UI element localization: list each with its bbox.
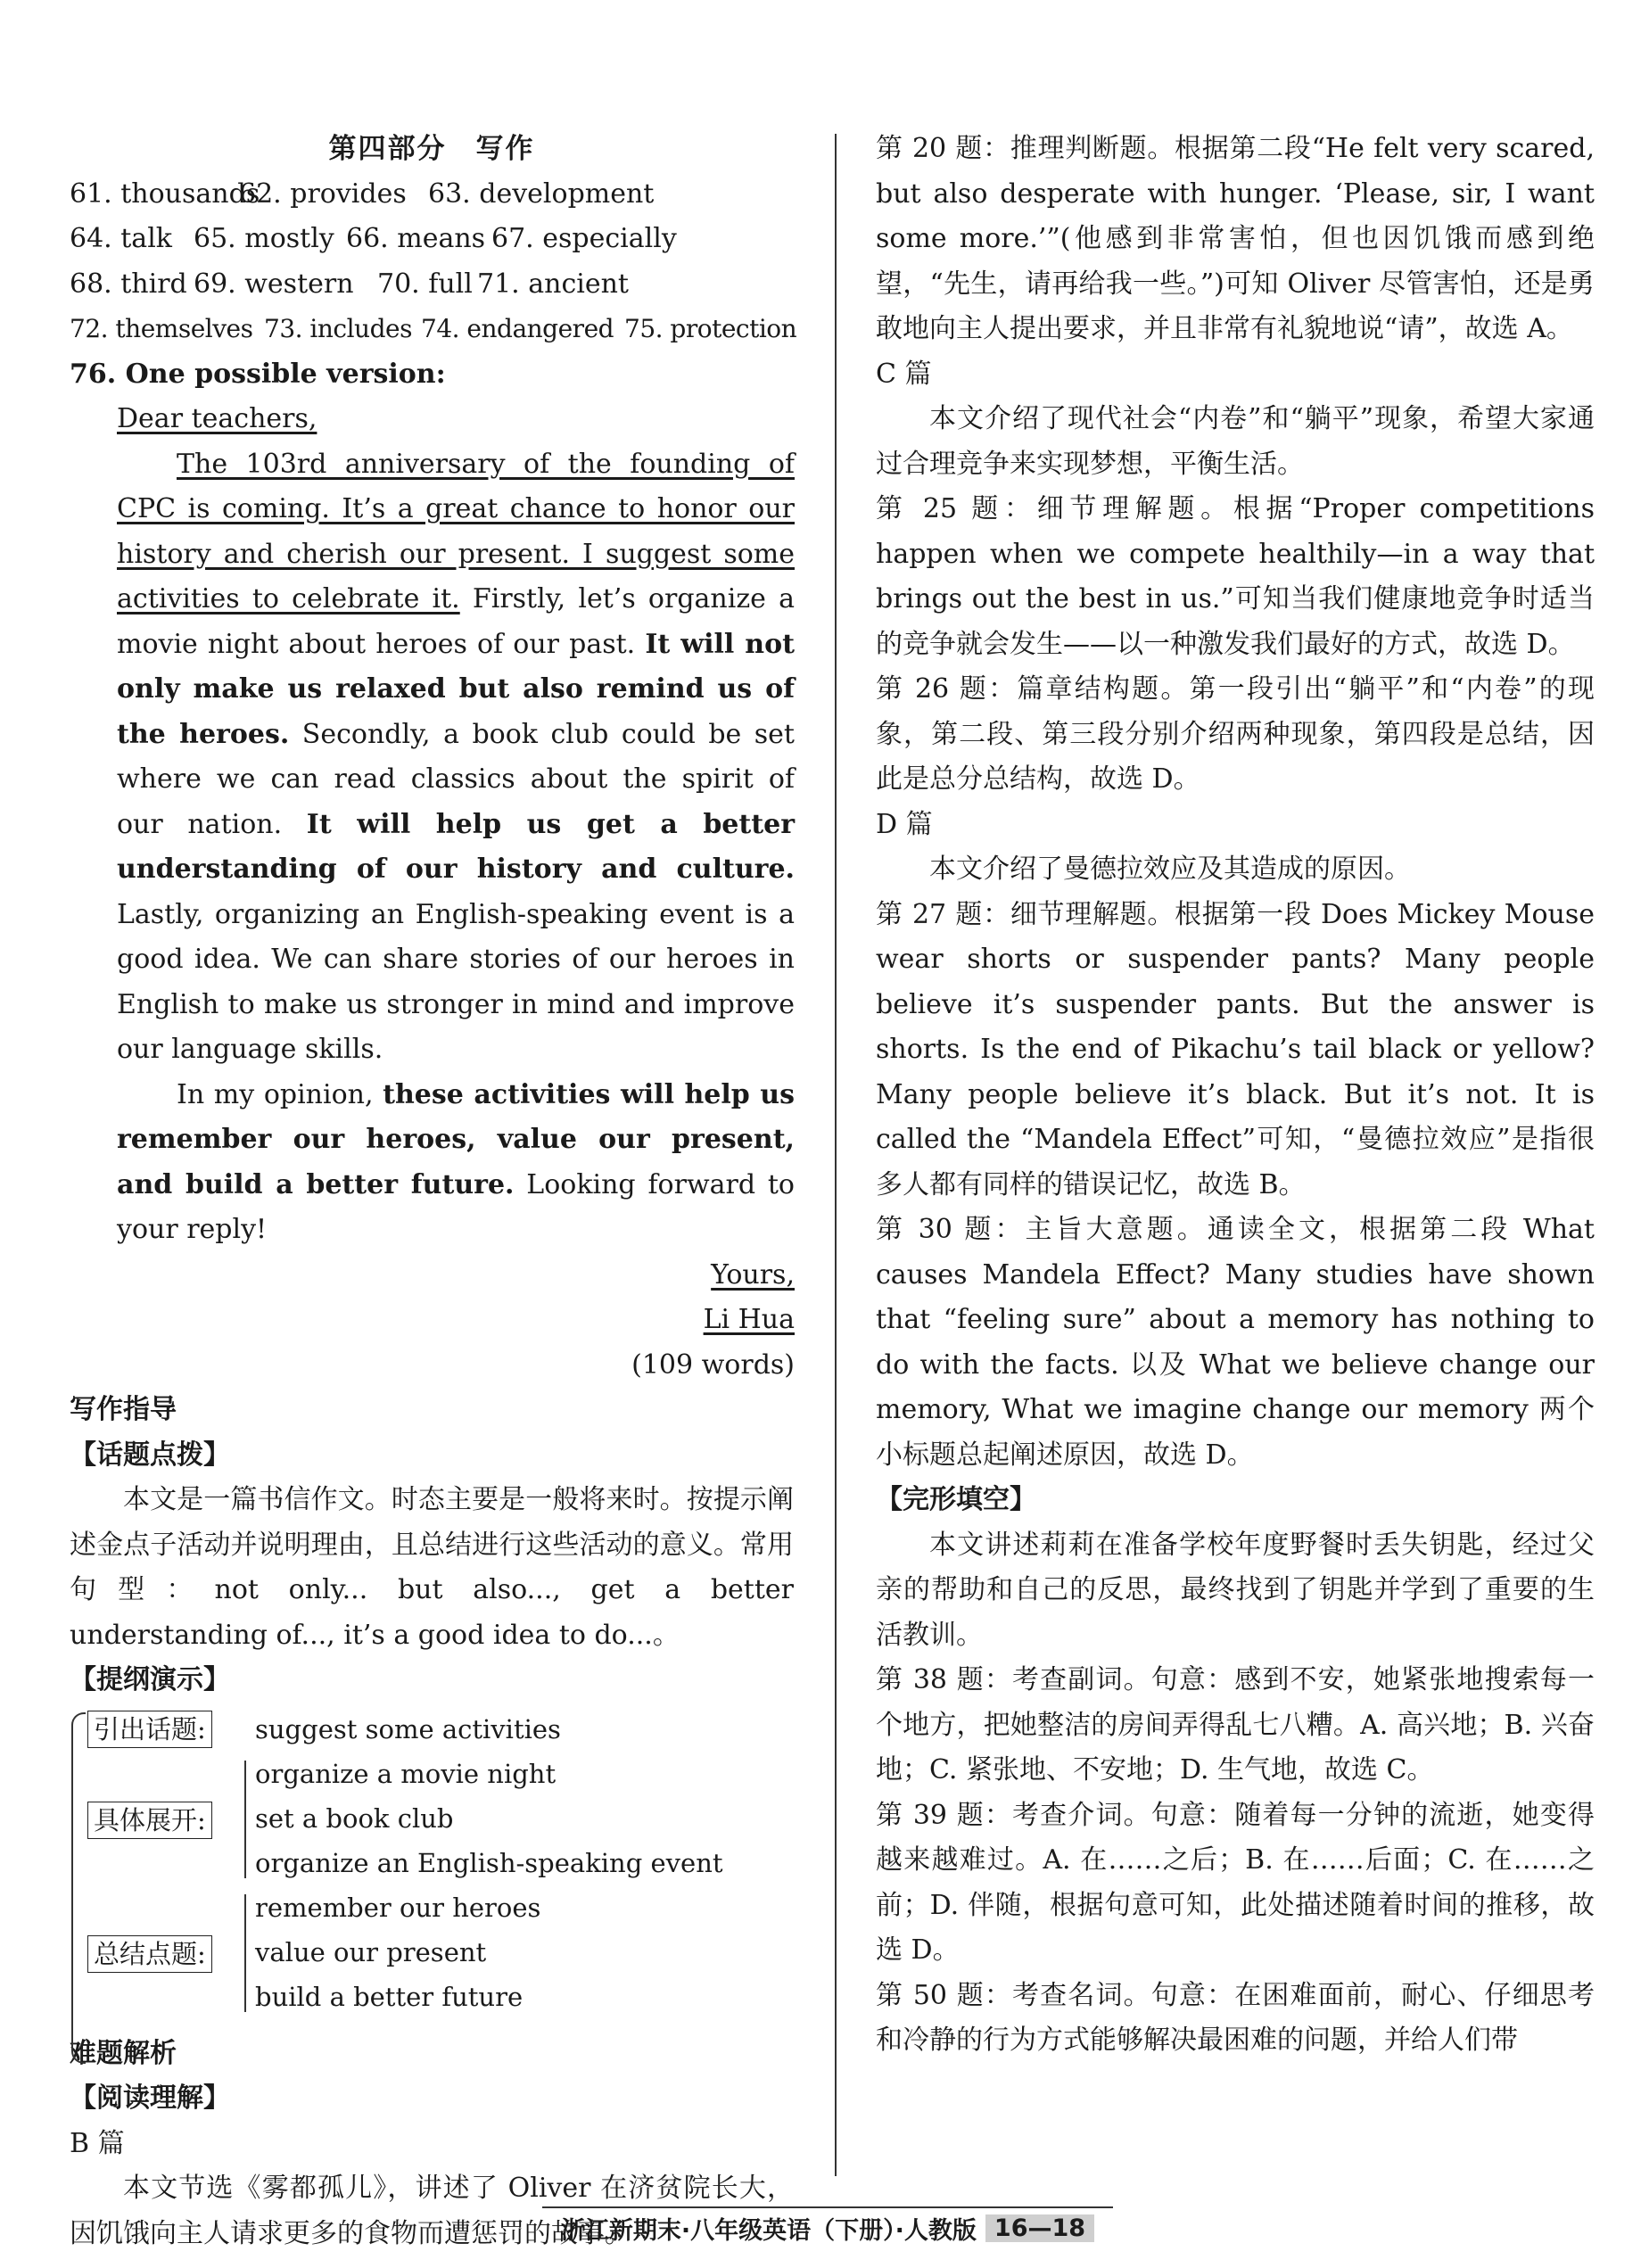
intro-item: suggest some activities [255,1713,561,1744]
answer-item: 70. full [377,268,473,300]
reading-heading: 【阅读理解】 [70,2082,230,2114]
summary-item: remember our heroes [255,1892,541,1923]
greeting-text: Dear teachers, [117,403,317,434]
question-25: 第 25 题：细节理解题。根据“Proper competitions happen when we compete healthily—in a way that brings out the best in us.”可知当我们健康地竞争时适当的竞争就会发生——以一种激发我们最好的方式，故选 D。 [876,493,1595,660]
book-title: 浙江新期末·八年级英语（下册）·人教版 [560,2216,977,2245]
letter-closing [117,1253,795,1299]
letter-greeting [117,397,795,442]
answer-item: 63. development [428,177,655,210]
sample-label: 76. One possible version: [70,358,446,390]
letter-text: Looking forward to your reply! [117,1168,795,1245]
outline-brace [71,1712,86,2064]
passage-b-intro: 本文节选《雾都孤儿》，讲述了 Oliver 在济贫院长大，因饥饿向主人请求更多的食物而遭惩罚的故事。 [70,2173,794,2249]
guide-title: 写作指导 [70,1394,177,1425]
body-item: set a book club [255,1802,454,1834]
answer-item: 71. ancient [477,268,629,300]
cloze-intro: 本文讲述莉莉在准备学校年度野餐时丢失钥匙，经过父亲的帮助和自己的反思，最终找到了钥匙并学到了重要的生活教训。 [876,1529,1595,1651]
letter-text: Lastly, organizing an English-speaking event is a good idea. We can share stories of our heroes in English to make us stronger in mind and improve our language skills. [117,898,795,1065]
right-column [876,127,1595,2064]
analysis-title: 难题解析 [70,2037,177,2069]
page-number: 16—18 [985,2214,1094,2242]
answer-row [70,217,794,262]
body-label-box: 具体展开: [87,1802,212,1839]
answer-item: 61. thousands [70,177,260,210]
body-item: organize a movie night [255,1758,557,1789]
left-column [70,127,797,2256]
answer-item: 65. mostly [194,223,334,254]
answer-row [70,172,794,218]
question-39: 第 39 题：考查介词。句意：随着每一分钟的流逝，她变得越来越难过。A. 在……之后；B. 在……后面；C. 在……之前；D. 伴随，根据句意可知，此处描述随着时间的推移，故选 D。 [876,1799,1595,1966]
intro-label-box: 引出话题: [87,1711,212,1748]
answer-item: 69. western [194,268,354,300]
cloze-heading: 【完形填空】 [876,1484,1036,1515]
answer-item: 68. third [70,268,187,300]
word-count: (109 words) [631,1348,795,1381]
passage-c-label: C 篇 [876,358,932,390]
letter-paragraph-2 [117,1073,795,1253]
section-title: 第四部分 写作 [328,133,535,165]
summary-label-box: 总结点题: [87,1935,212,1973]
outline-diagram [70,1707,794,2067]
body-item: organize an English-speaking event [255,1847,723,1878]
summary-brace [244,1894,253,2012]
answer-item: 67. especially [491,223,677,254]
answer-item: 75. protection [624,314,797,343]
letter-signature [117,1298,795,1343]
body-brace [244,1761,253,1878]
closing-text: Yours, [711,1258,795,1291]
question-20: 第 20 题：推理判断题。根据第二段“He felt very scared, but also desperate with hunger. ‘Please, sir, I want some more.’”(他感到非常害怕，但也因饥饿而感到绝望，“先生，请再给我一些。”)可知 Oliver 尽管害怕，还是勇敢地向主人提出要求，并且非常有礼貌地说“请”，故选 A。 [876,133,1595,344]
summary-item: build a better future [255,1981,524,2012]
signature-text: Li Hua [703,1304,795,1335]
answer-item: 66. means [346,223,486,254]
question-50: 第 50 题：考查名词。句意：在困难面前，耐心、仔细思考和冷静的行为方式能够解决最困难的问题，并给人们带 [876,1979,1595,2056]
passage-d-label: D 篇 [876,808,933,840]
letter-text: Secondly, a book club could be set where we can read classics about the spirit of our nation. [117,718,795,840]
column-divider [835,134,837,2176]
topic-text: 本文是一篇书信作文。时态主要是一般将来时。按提示阐述金点子活动并说明理由，且总结进行这些活动的意义。常用句型：not only... but also..., get a better understanding of..., it’s a good idea to do...。 [70,1484,794,1651]
highlight-sentence: It will not only make us relaxed but also remind us of the heroes. [117,628,795,750]
answer-item: 64. talk [70,223,172,254]
question-27: 第 27 题：细节理解题。根据第一段 Does Mickey Mouse wear shorts or suspender pants? Many people believe it’s suspender pants. But the answer is shorts. Is the end of Pikachu’s tail black or yellow? Many people believe it’s black. But it’s not. It is called the “Mandela Effect”可知，“曼德拉效应”是指很多人都有同样的错误记忆，故选 B。 [876,898,1595,1200]
summary-item: value our present [255,1936,487,1967]
passage-c-intro: 本文介绍了现代社会“内卷”和“躺平”现象，希望大家通过合理竞争来实现梦想，平衡生活。 [876,403,1595,480]
underlined-opening: The 103rd anniversary of the founding of CPC is coming. It’s a great chance to honor our history and cherish our present. I suggest some activities to celebrate it. [117,448,795,614]
passage-b-label: B 篇 [70,2127,125,2159]
question-38: 第 38 题：考查副词。句意：感到不安，她紧张地搜索每一个地方，把她整洁的房间弄得乱七八糟。A. 高兴地；B. 兴奋地；C. 紧张地、不安地；D. 生气地，故选 C。 [876,1664,1595,1786]
outline-heading: 【提纲演示】 [70,1664,230,1695]
sample-letter [117,397,795,1388]
topic-heading: 【话题点拨】 [70,1439,230,1471]
question-30: 第 30 题：主旨大意题。通读全文，根据第二段 What causes Mandela Effect? Many studies have shown that “feeling sure” about a memory has nothing to do with the facts. 以及 What we believe change our memory, What we imagine change our memory 两个小标题总起阐述原因，故选 D。 [876,1214,1595,1471]
answer-item: 73. includes [264,314,412,343]
answer-item: 62. provides [239,177,407,210]
passage-d-intro: 本文介绍了曼德拉效应及其造成的原因。 [929,854,1411,885]
question-26: 第 26 题：篇章结构题。第一段引出“躺平”和“内卷”的现象，第二段、第三段分别介绍两种现象，第四段是总结，因此是总分总结构，故选 D。 [876,673,1595,795]
answer-item: 74. endangered [421,314,614,343]
answer-row [70,262,794,308]
page-footer [542,2206,1113,2247]
letter-text: In my opinion, [177,1078,383,1110]
letter-text: Firstly, let’s organize a movie night about heroes of our past. [117,583,795,660]
highlight-sentence: these activities will help us remember our heroes, value our present, and build a better future. [117,1078,796,1200]
letter-paragraph-1 [117,442,795,1073]
highlight-sentence: It will help us get a better understanding of our history and culture. [117,808,796,885]
answer-item: 72. themselves [70,314,253,343]
answer-row [70,307,797,352]
